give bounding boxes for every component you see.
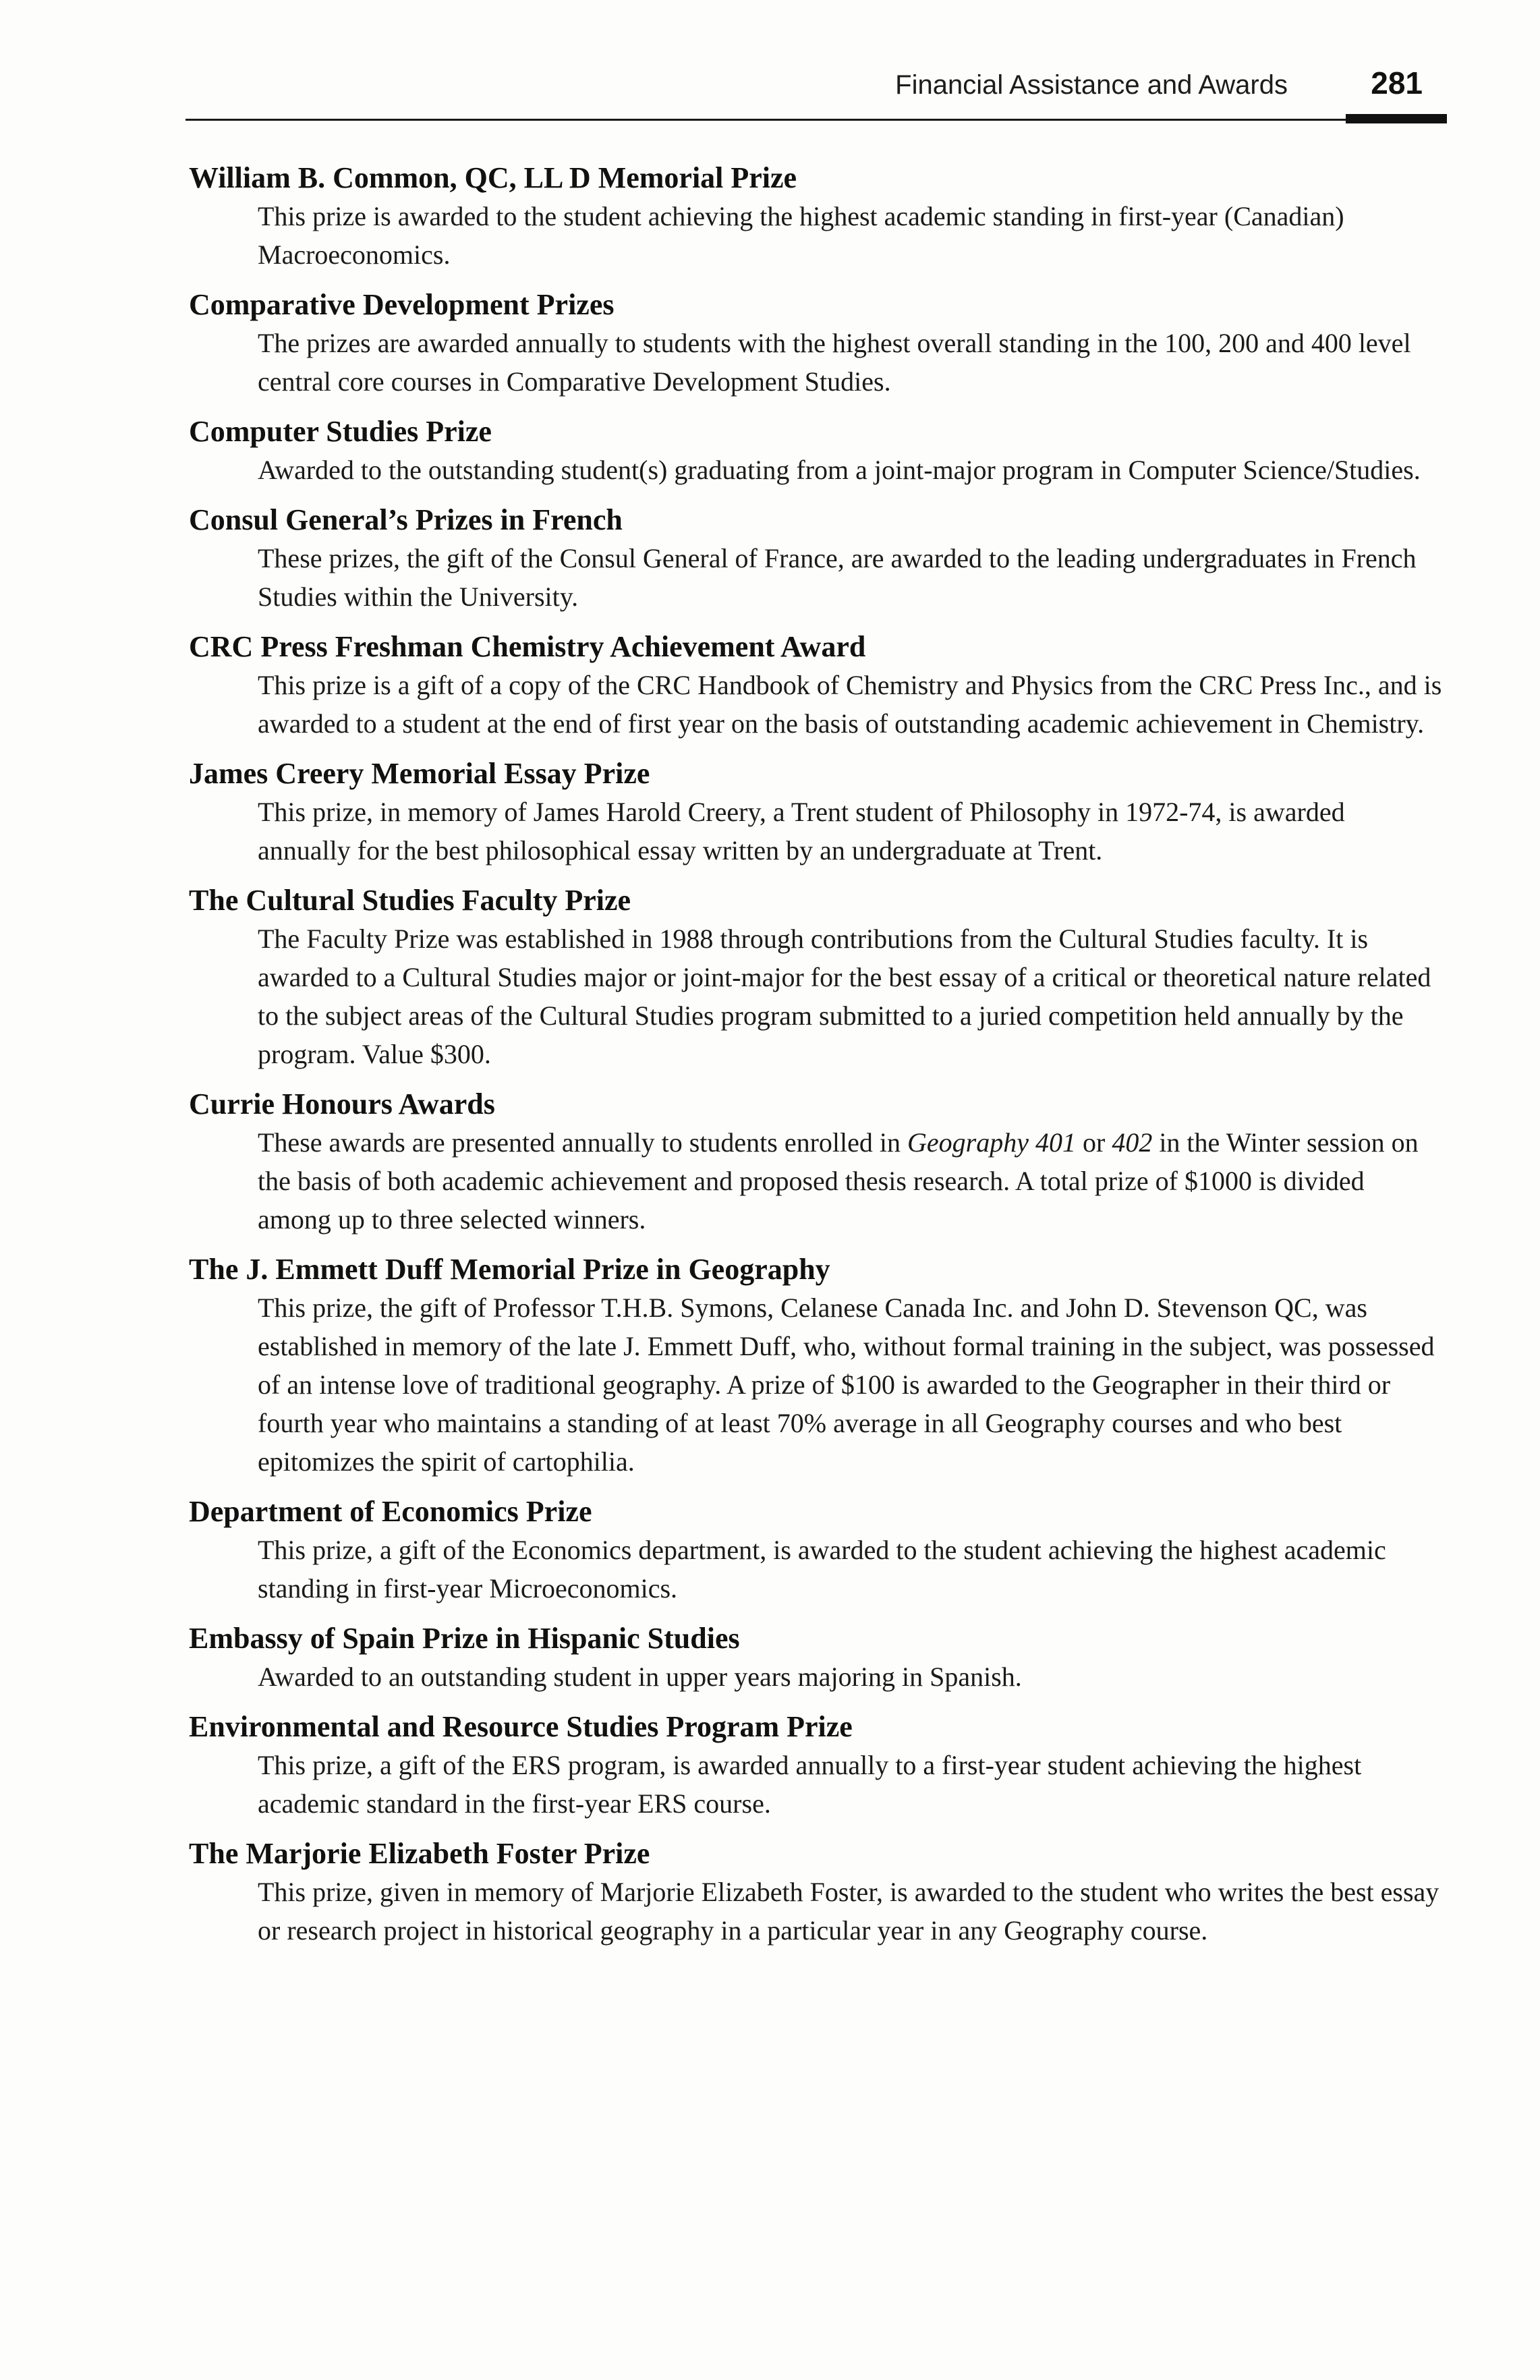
award-description: This prize is a gift of a copy of the CRC Handbook of Chemistry and Physics from the CRC Press Inc., and is awarded to a student at the end of first year on the basis of outstanding academic achievement in Chemistry. (258, 670, 1442, 739)
header-rule-tab (1346, 114, 1447, 123)
award-title: The Marjorie Elizabeth Foster Prize (189, 1837, 650, 1870)
award-title: Environmental and Resource Studies Program Prize (189, 1710, 853, 1743)
header-rule (186, 119, 1447, 121)
award-description: Awarded to the outstanding student(s) graduating from a joint-major program in Computer Science/Studies. (258, 455, 1421, 485)
award-title: CRC Press Freshman Chemistry Achievement Award (189, 630, 866, 663)
award-description: This prize, in memory of James Harold Creery, a Trent student of Philosophy in 1972-74, is awarded annually for the best philosophical essay written by an undergraduate at Trent. (258, 797, 1345, 866)
award-title: Currie Honours Awards (189, 1087, 495, 1121)
award-description: This prize, given in memory of Marjorie Elizabeth Foster, is awarded to the student who writes the best essay or research project in historical geography in a particular year in any Geography course. (258, 1877, 1439, 1946)
award-entry (189, 628, 1444, 743)
award-entry (189, 882, 1444, 1073)
award-description: The prizes are awarded annually to students with the highest overall standing in the 100, 200 and 400 level central core courses in Comparative Development Studies. (258, 328, 1411, 397)
award-title: Computer Studies Prize (189, 415, 492, 448)
award-title: Comparative Development Prizes (189, 288, 615, 321)
award-entry (189, 501, 1444, 616)
award-description: The Faculty Prize was established in 1988 through contributions from the Cultural Studies faculty. It is awarded to a Cultural Studies major or joint-major for the best essay of a critical or theoretical nature related to the subject areas of the Cultural Studies program submitted to a juried competition held annually by the program. Value $300. (258, 924, 1431, 1069)
award-description-text: These awards are presented annually to students enrolled in (258, 1127, 908, 1158)
award-entry (189, 1835, 1444, 1950)
award-entry (189, 413, 1444, 489)
running-head: Financial Assistance and Awards (895, 70, 1288, 100)
award-entry (189, 1620, 1444, 1696)
award-title: James Creery Memorial Essay Prize (189, 757, 650, 790)
award-description: This prize, a gift of the Economics department, is awarded to the student achieving the highest academic standing in first-year Microeconomics. (258, 1535, 1386, 1604)
award-title: Embassy of Spain Prize in Hispanic Studies (189, 1622, 740, 1655)
award-entry (189, 1251, 1444, 1481)
award-title: The Cultural Studies Faculty Prize (189, 884, 631, 917)
award-title: Consul General’s Prizes in French (189, 503, 623, 536)
award-description: Awarded to an outstanding student in upper years majoring in Spanish. (258, 1662, 1022, 1692)
course-name: Geography 401 (907, 1127, 1076, 1158)
award-entry (189, 159, 1444, 274)
award-title: Department of Economics Prize (189, 1495, 592, 1528)
awards-list (189, 159, 1444, 1962)
award-entry (189, 1493, 1444, 1608)
award-entry (189, 286, 1444, 401)
award-description-text: or (1075, 1127, 1112, 1158)
award-description-text: in the Winter session on the basis of both academic achievement and proposed thesis research. A total prize of $1000 is divided among up to three selected winners. (258, 1127, 1419, 1235)
award-entry (189, 1085, 1444, 1239)
course-number: 402 (1112, 1127, 1153, 1158)
page-header (186, 65, 1447, 125)
award-description: This prize, the gift of Professor T.H.B. Symons, Celanese Canada Inc. and John D. Stevenson QC, was established in memory of the late J. Emmett Duff, who, without formal training in the subject, was possessed of an intense love of traditional geography. A prize of $100 is awarded to the Geographer in their third or fourth year who maintains a standing of at least 70% average in all Geography courses and who best epitomizes the spirit of cartophilia. (258, 1293, 1435, 1477)
page-number: 281 (1371, 65, 1423, 101)
award-title: William B. Common, QC, LL D Memorial Prize (189, 161, 797, 194)
award-entry (189, 755, 1444, 870)
award-title: The J. Emmett Duff Memorial Prize in Geography (189, 1253, 830, 1286)
award-entry (189, 1708, 1444, 1823)
award-description: These prizes, the gift of the Consul General of France, are awarded to the leading undergraduates in French Studies within the University. (258, 543, 1417, 612)
award-description (258, 1123, 1444, 1239)
award-description: This prize, a gift of the ERS program, is awarded annually to a first-year student achieving the highest academic standard in the first-year ERS course. (258, 1750, 1362, 1819)
award-description: This prize is awarded to the student achieving the highest academic standing in first-year (Canadian) Macroeconomics. (258, 201, 1344, 270)
